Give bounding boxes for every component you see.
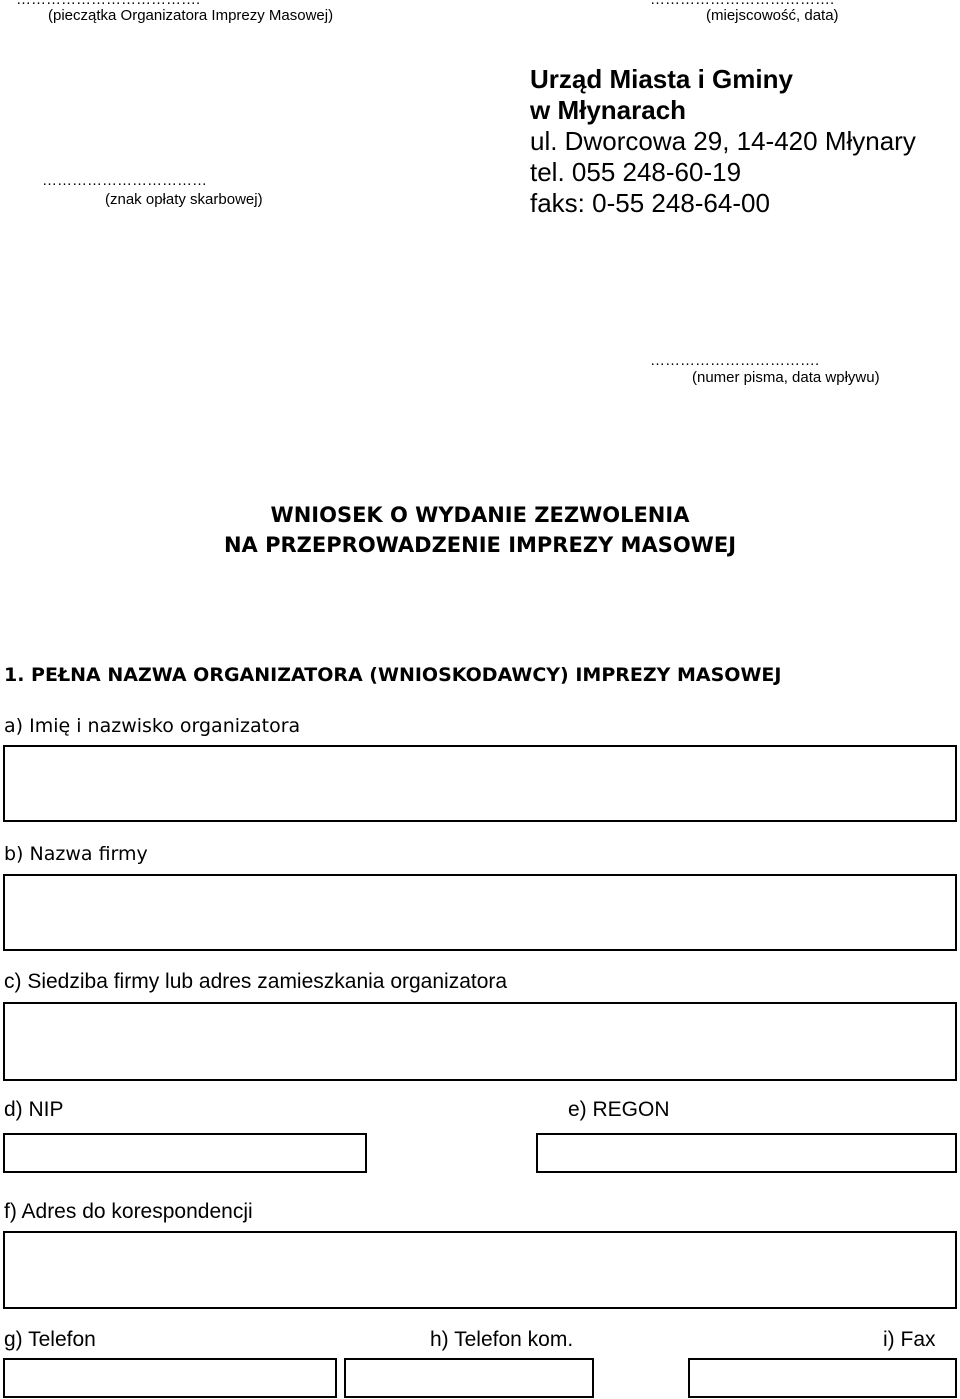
regon-field[interactable] xyxy=(536,1133,957,1173)
fee-dots: …………………………… xyxy=(42,172,207,189)
place-caption: (miejscowość, data) xyxy=(706,7,839,24)
page-title xyxy=(0,500,960,560)
recipient-fax: faks: 0-55 248-64-00 xyxy=(530,188,770,218)
name-field[interactable] xyxy=(3,745,957,822)
label-name: a) Imię i nazwisko organizatora xyxy=(4,715,301,737)
label-nip: d) NIP xyxy=(4,1098,64,1121)
label-mobile: h) Telefon kom. xyxy=(430,1328,574,1351)
phone-field[interactable] xyxy=(3,1358,337,1398)
recipient-town: w Młynarach xyxy=(530,95,687,125)
label-fax: i) Fax xyxy=(883,1328,936,1351)
label-correspondence: f) Adres do korespondencji xyxy=(4,1200,253,1223)
company-field[interactable] xyxy=(3,874,957,951)
correspondence-field[interactable] xyxy=(3,1231,957,1309)
recipient-street: ul. Dworcowa 29, 14-420 Młynary xyxy=(530,126,916,156)
fax-field[interactable] xyxy=(688,1358,957,1398)
label-regon: e) REGON xyxy=(568,1098,670,1121)
section-heading: 1. PEŁNA NAZWA ORGANIZATORA (WNIOSKODAWCY) IMPREZY MASOWEJ xyxy=(4,664,782,686)
label-address: c) Siedziba firmy lub adres zamieszkania organizatora xyxy=(4,970,508,993)
number-dots: ……………………………. xyxy=(650,352,820,369)
title-line-1: WNIOSEK O WYDANIE ZEZWOLENIA xyxy=(270,503,690,527)
mobile-field[interactable] xyxy=(344,1358,594,1398)
label-phone: g) Telefon xyxy=(4,1328,96,1351)
number-caption: (numer pisma, data wpływu) xyxy=(692,369,880,386)
recipient-phone: tel. 055 248-60-19 xyxy=(530,157,742,187)
recipient-office: Urząd Miasta i Gminy xyxy=(530,64,793,94)
label-company: b) Nazwa firmy xyxy=(4,843,148,865)
address-field[interactable] xyxy=(3,1002,957,1081)
nip-field[interactable] xyxy=(3,1133,367,1173)
fee-caption: (znak opłaty skarbowej) xyxy=(105,191,263,208)
stamp-caption: (pieczątka Organizatora Imprezy Masowej) xyxy=(48,7,334,24)
title-line-2: NA PRZEPROWADZENIE IMPREZY MASOWEJ xyxy=(223,533,737,557)
recipient-address xyxy=(530,64,916,219)
